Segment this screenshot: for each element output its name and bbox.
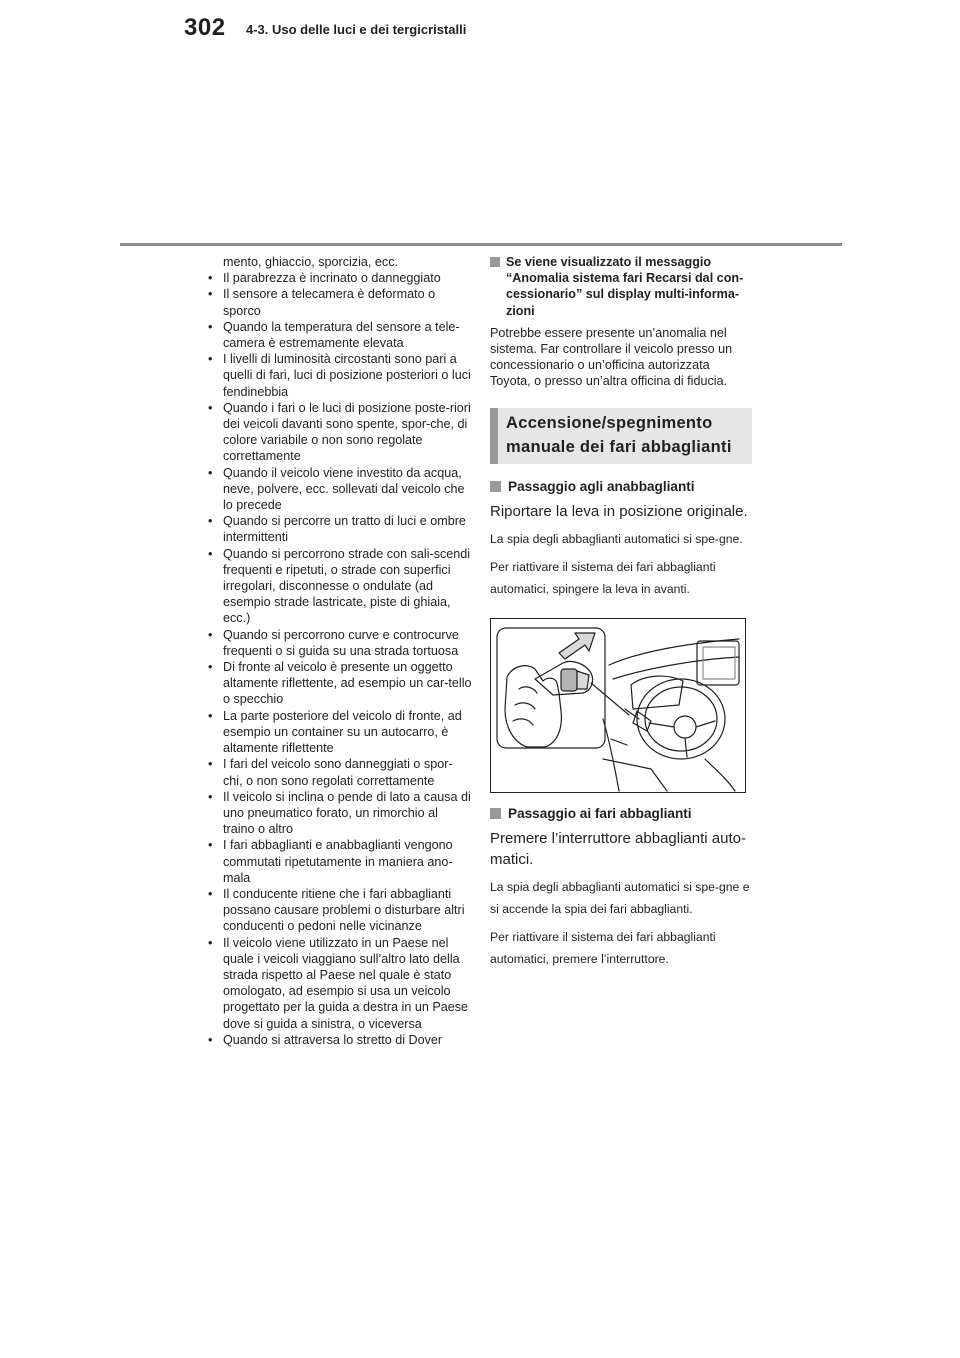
page-number: 302 (184, 14, 226, 41)
list-item: • Quando i fari o le luci di posizione poste-riori dei veicoli davanti sono spente, spor-che, di colore variabile o non sono regolate correttamente (206, 400, 472, 465)
warning-heading-text: Se viene visualizzato il messaggio “Anomalia sistema fari Recarsi dal con-cessionario” sul display multi-informa-zioni (506, 255, 744, 318)
conditions-list (206, 270, 472, 1048)
sub2-note1: La spia degli abbaglianti automatici si spe-gne e si accende la spia dei fari abbaglianti. (490, 879, 750, 916)
square-bullet-icon (490, 481, 501, 492)
warning-heading (490, 254, 752, 319)
section-title (506, 411, 732, 459)
list-item: • Il sensore a telecamera è deformato o sporco (206, 286, 472, 318)
list-item: • I fari del veicolo sono danneggiati o spor-chi, o non sono regolati correttamente (206, 756, 472, 788)
list-item: • La parte posteriore del veicolo di fronte, ad esempio un container su un autocarro, è altamente riflettente (206, 708, 472, 757)
header-rule (120, 243, 842, 246)
sub1-heading (490, 478, 752, 496)
list-item: • Quando si percorre un tratto di luci e ombre intermittenti (206, 513, 472, 545)
list-item: • Quando si percorrono curve e controcurve frequenti o si guida su una strada tortuosa (206, 627, 472, 659)
right-column (490, 254, 752, 970)
list-item: • Quando si percorrono strade con sali-scendi frequenti e ripetuti, o strade con superfici irregolari, disconnesse o ondulate (ad esempio strade lastricate, piste di ghiaia, ecc.) (206, 546, 472, 627)
continued-text: mento, ghiaccio, sporcizia, ecc. (223, 255, 398, 269)
left-column (206, 254, 472, 1048)
section-title-line1: Accensione/spegnimento (506, 413, 713, 432)
section-title-bar (490, 408, 498, 464)
list-item: • I fari abbaglianti e anabbaglianti vengono commutati ripetutamente in maniera ano-mala (206, 837, 472, 886)
section-title-box (490, 408, 752, 464)
sub2-instruction: Premere l’interruttore abbaglianti auto-matici. (490, 829, 746, 868)
sub1-note2: Per riattivare il sistema dei fari abbaglianti automatici, spingere la leva in avanti. (490, 559, 716, 596)
sub2-note2: Per riattivare il sistema dei fari abbaglianti automatici, premere l’interruttore. (490, 929, 716, 966)
square-bullet-icon (490, 257, 500, 267)
list-item: • Il parabrezza è incrinato o danneggiato (206, 270, 472, 286)
list-item: • Il veicolo viene utilizzato in un Paese nel quale i veicoli viaggiano sull’altro lato della strada rispetto al Paese nel quale è stato omologato, ad esempio si usa un veicolo progettato per la guida a destra in un Paese dove si guida a sinistra, o viceversa (206, 935, 472, 1032)
list-item: • Quando il veicolo viene investito da acqua, neve, polvere, ecc. sollevati dal veicolo che lo precede (206, 465, 472, 514)
running-header: 4-3. Uso delle luci e dei tergicristalli (246, 22, 467, 37)
section-title-line2: manuale dei fari abbaglianti (506, 437, 732, 456)
list-item: • Il veicolo si inclina o pende di lato a causa di uno pneumatico forato, un rimorchio al traino o altro (206, 789, 472, 838)
sub1-instruction: Riportare la leva in posizione originale. (490, 502, 748, 520)
list-item: • Quando si attraversa lo stretto di Dover (206, 1032, 472, 1048)
warning-text: Potrebbe essere presente un’anomalia nel sistema. Far controllare il veicolo presso un concessionario o un’officina autorizzata Toyota, o presso un’altra officina di fiducia. (490, 325, 733, 389)
list-item: • Il conducente ritiene che i fari abbaglianti possano causare problemi o disturbare altri conducenti o pedoni nelle vicinanze (206, 886, 472, 935)
sub2-heading-text: Passaggio ai fari abbaglianti (508, 805, 692, 821)
square-bullet-icon (490, 808, 501, 819)
sub2-heading (490, 805, 752, 823)
lever-illustration (490, 618, 746, 793)
list-item: • I livelli di luminosità circostanti sono pari a quelli di fari, luci di posizione posteriori o luci fendinebbia (206, 351, 472, 400)
sub1-note1: La spia degli abbaglianti automatici si spe-gne. (490, 531, 743, 546)
list-item: • Di fronte al veicolo è presente un oggetto altamente riflettente, ad esempio un car-tello o specchio (206, 659, 472, 708)
list-item: • Quando la temperatura del sensore a tele-camera è estremamente elevata (206, 319, 472, 351)
sub1-heading-text: Passaggio agli anabbaglianti (508, 478, 695, 494)
